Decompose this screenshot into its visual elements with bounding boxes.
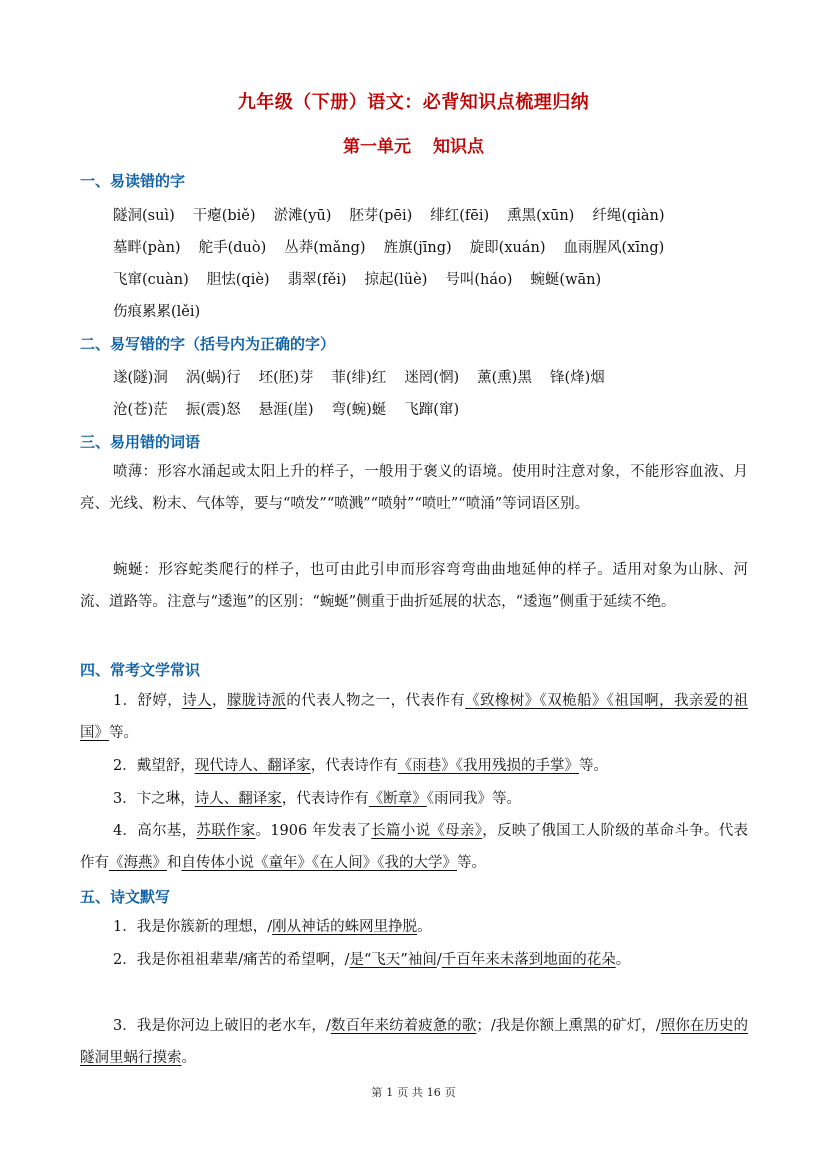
list-item [80, 911, 748, 943]
underline-text: 《致橡树》《双桅船》《祖国啊，我亲爱的祖国》 [80, 693, 749, 741]
underline-text: 苏联作家 [196, 823, 256, 839]
word-row [113, 398, 477, 419]
word-item: 淤滩(yū) [273, 208, 332, 224]
paragraph-wanyan: 蜿蜒：形容蛇类爬行的样子，也可由此引申而形容弯弯曲曲地延伸的样子。适用对象为山脉、河流、道路等。注意与“逶迤”的区别：“蜿蜒”侧重于曲折延展的状态，“逶迤”侧重于延续不绝。 [80, 562, 748, 610]
text: 的代表人物之一，代表作有 [286, 693, 466, 709]
text: ， [211, 693, 227, 709]
footer-pre: 第 [371, 1086, 383, 1099]
list-item [80, 685, 748, 749]
underline-text: 朦胧诗派 [226, 693, 287, 709]
word-item: 翡翠(fěi) [287, 272, 347, 288]
text: 。1906 年发表了 [255, 823, 372, 839]
word-item: 旌旗(jīng) [383, 240, 452, 256]
word-item: 熏黑(xūn) [507, 208, 575, 224]
text: 《雨同我》等。 [426, 791, 521, 807]
underline-text: 《断章》 [368, 791, 427, 807]
underline-text: 现代诗人、翻译家 [194, 758, 311, 774]
word-item: 菲(绯)红 [331, 370, 387, 386]
text: 。 [417, 919, 432, 935]
word-item: 胆怯(qiè) [206, 272, 270, 288]
word-item: 丛莽(mǎng) [284, 240, 366, 256]
underline-text: 是“飞天”袖间 [349, 952, 437, 968]
footer-post: 页 [444, 1086, 456, 1099]
text: 1．舒婷， [113, 693, 183, 709]
text: ，代表诗作有 [281, 791, 369, 807]
list-item [80, 815, 748, 879]
word-item: 飞窜(cuàn) [113, 272, 189, 288]
word-item: 号叫(háo) [445, 272, 513, 288]
text: 2．我是你祖祖辈辈/痛苦的希望啊，/ [113, 952, 350, 968]
text: 和 [167, 855, 182, 871]
word-item: 舵手(duò) [198, 240, 267, 256]
underline-text: 诗人 [182, 693, 212, 709]
text: / [436, 952, 442, 968]
word-item: 血雨腥风(xīng) [563, 240, 665, 256]
word-item: 坯(胚)芽 [258, 370, 314, 386]
word-item: 迷罔(惘) [404, 370, 460, 386]
word-row [113, 236, 682, 257]
section-heading-1: 一、易读错的字 [80, 172, 186, 190]
paragraph-penbo: 喷薄：形容水涌起或太阳上升的样子，一般用于褒义的语境。使用时注意对象，不能形容血液、月亮、光线、粉末、气体等，要与“喷发”“喷溅”“喷射”“喷吐”“喷涌”等词语区别。 [80, 464, 748, 512]
text: 。 [181, 1050, 196, 1066]
underline-text: 诗人、翻译家 [194, 791, 282, 807]
section-heading-3: 三、易用错的词语 [80, 433, 201, 451]
text: 3．卞之琳， [113, 791, 195, 807]
text: ，代表诗作有 [310, 758, 398, 774]
word-item: 涡(蜗)行 [185, 370, 241, 386]
word-item: 薰(熏)黑 [477, 370, 532, 386]
list-item [80, 944, 748, 976]
text: 4．高尔基， [113, 823, 197, 839]
underline-text: 长篇小说《母亲》 [371, 823, 483, 839]
text: 等。 [578, 758, 608, 774]
word-item: 掠起(lüè) [364, 272, 428, 288]
word-item: 绯红(fēi) [430, 208, 490, 224]
underline-text: 自传体小说《童年》《在人间》《我的大学》 [181, 855, 457, 871]
text: ；/我是你额上熏黑的矿灯，/ [476, 1018, 661, 1034]
underline-text: 数百年来纺着疲惫的歌 [330, 1018, 477, 1034]
unit-label: 知识点 [433, 137, 484, 157]
word-item: 遂(隧)洞 [113, 370, 168, 386]
page-footer [0, 1084, 827, 1100]
underline-text: 刚从神话的蛛网里挣脱 [272, 919, 418, 935]
word-item: 悬涯(崖) [258, 402, 314, 418]
page-number: 1 [386, 1086, 394, 1099]
unit-name: 第一单元 [343, 137, 411, 157]
word-item: 干瘪(biě) [192, 208, 256, 224]
text: 2．戴望舒， [113, 758, 195, 774]
word-item: 飞蹿(窜) [404, 402, 460, 418]
word-item: 纤绳(qiàn) [592, 208, 665, 224]
word-item: 锋(烽)烟 [549, 370, 605, 386]
underline-text: 照你在历史的隧洞里蜗行摸索 [80, 1018, 749, 1066]
text: 等。 [457, 855, 486, 871]
list-item [80, 750, 748, 782]
underline-text: 《海燕》 [109, 855, 167, 871]
underline-text: 《雨巷》《我用残损的手掌》 [397, 758, 579, 774]
text: 1．我是你簇新的理想，/ [113, 919, 273, 935]
word-row [113, 204, 683, 225]
word-row [113, 300, 218, 321]
text: ，反映了俄国工人阶级的革命斗争。代表作有 [80, 823, 749, 871]
word-item: 沧(苍)茫 [113, 402, 168, 418]
unit-subtitle [0, 132, 827, 157]
section-heading-2: 二、易写错的字（括号内为正确的字） [80, 335, 336, 353]
word-row [113, 268, 619, 289]
word-item: 墓畔(pàn) [113, 240, 181, 256]
footer-mid: 页 共 [397, 1086, 423, 1099]
text: 。 [615, 952, 631, 968]
list-item [80, 783, 748, 815]
section-heading-4: 四、常考文学常识 [80, 661, 201, 679]
word-item: 旋即(xuán) [469, 240, 546, 256]
text: 等。 [109, 725, 138, 741]
word-item: 伤痕累累(lěi) [113, 304, 201, 320]
list-item [80, 1010, 748, 1074]
section-heading-5: 五、诗文默写 [80, 888, 171, 906]
page-total: 16 [426, 1086, 441, 1099]
word-item: 蜿蜒(wān) [530, 272, 602, 288]
word-item: 振(震)怒 [185, 402, 241, 418]
word-item: 胚芽(pēi) [349, 208, 413, 224]
word-row [113, 366, 623, 387]
page-title: 九年级（下册）语文：必背知识点梳理归纳 [237, 92, 590, 113]
word-item: 弯(蜿)蜒 [331, 402, 387, 418]
text: 3．我是你河边上破旧的老水车，/ [113, 1018, 331, 1034]
underline-text: 千百年来未落到地面的花朵 [441, 952, 616, 968]
word-item: 隧洞(suì) [113, 208, 175, 224]
